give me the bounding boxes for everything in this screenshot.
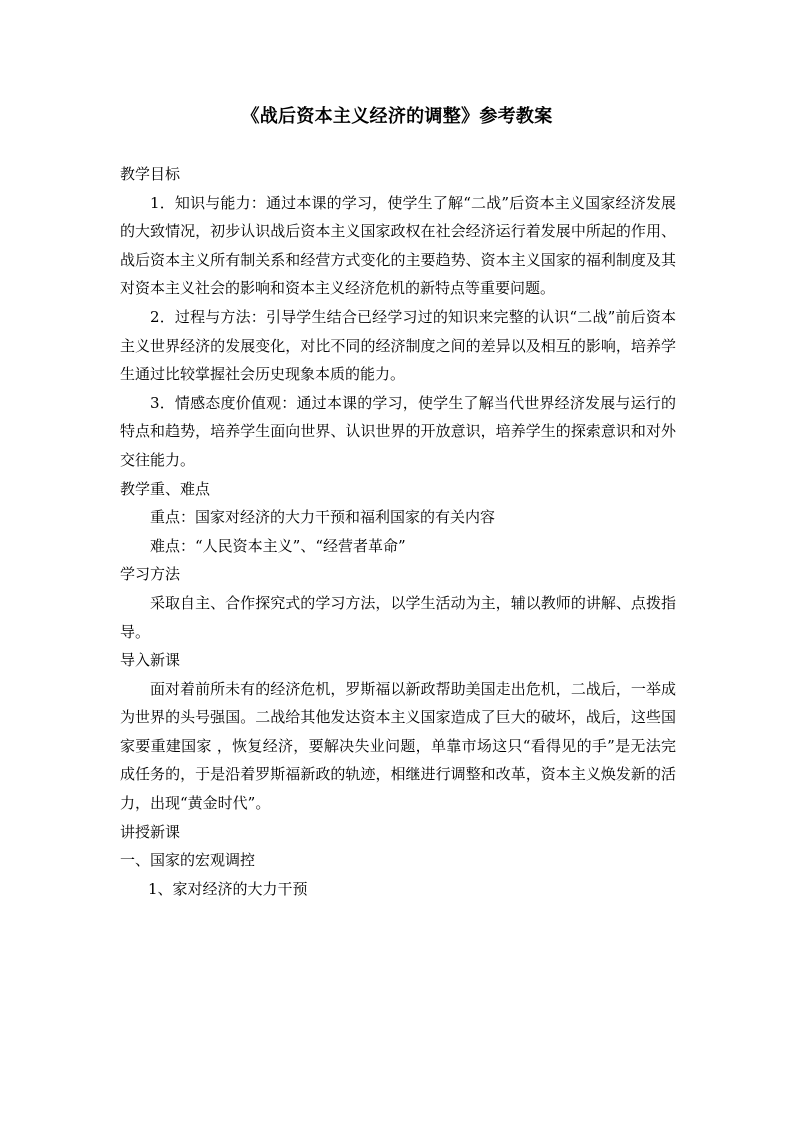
paragraph-key-point: 重点：国家对经济的大力干预和福利国家的有关内容 — [150, 508, 496, 527]
section-heading-goals: 教学目标 — [120, 165, 181, 183]
paragraph-goal-3: 3．情感态度价值观：通过本课的学习，使学生了解当代世界经济发展与运行的特点和趋势，培养学生面向世界、认识世界的开放意识，培养学生的探索意识和对外交往能力。 — [120, 393, 676, 469]
paragraph-method: 采取自主、合作探究式的学习方法，以学生活动为主，辅以教师的讲解、点拨指导。 — [120, 593, 676, 641]
section-heading-method: 学习方法 — [120, 565, 181, 584]
paragraph-intro: 面对着前所未有的经济危机，罗斯福以新政帮助美国走出危机，二战后，一举成为世界的头号强国。二战给其他发达资本主义国家造成了巨大的破坏，战后，这些国家要重建国家 ，恢复经济，要解决失业问题，单靠市场这只“看得见的手”是无法完成任务的，于是沿着罗斯福新政的轨迹，相继进行调整和改革，资本主义焕发新的活力，出现“黄金时代”。 — [120, 679, 676, 813]
subsection-heading-1: 一、国家的宏观调控 — [120, 851, 256, 870]
paragraph-difficult-point: 难点：“人民资本主义”、“经营者革命” — [150, 536, 406, 555]
section-heading-key-points: 教学重、难点 — [120, 479, 211, 498]
section-heading-intro: 导入新课 — [120, 651, 181, 670]
section-heading-teach: 讲授新课 — [120, 822, 181, 841]
subsection-heading-1-1: 1、家对经济的大力干预 — [148, 879, 308, 898]
document-title: 《战后资本主义经济的调整》参考教案 — [241, 106, 553, 127]
document-body — [120, 160, 676, 903]
paragraph-goal-1: 1．知识与能力：通过本课的学习，使学生了解“二战”后资本主义国家经济发展的大致情况，初步认识战后资本主义国家政权在社会经济运行着发展中所起的作用、战后资本主义所有制关系和经营方式变化的主要趋势、资本主义国家的福利制度及其对资本主义社会的影响和资本主义经济危机的新特点等重要问题。 — [120, 193, 676, 298]
paragraph-goal-2: 2．过程与方法：引导学生结合已经学习过的知识来完整的认识“二战”前后资本主义世界经济的发展变化，对比不同的经济制度之间的差异以及相互的影响，培养学生通过比较掌握社会历史现象本质的能力。 — [120, 307, 676, 384]
